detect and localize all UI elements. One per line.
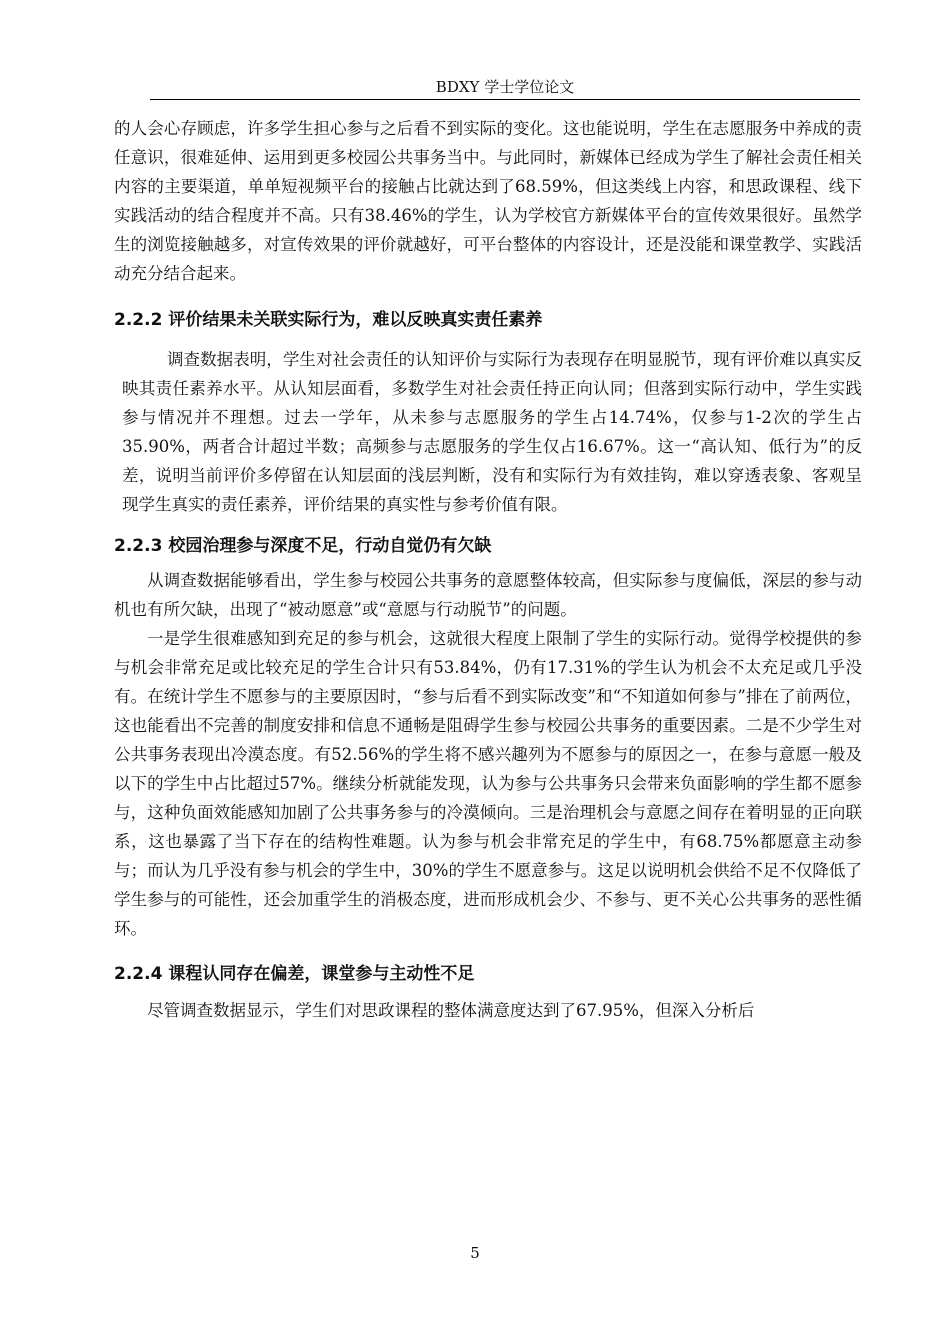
section-heading-2-2-2: 2.2.2 评价结果未关联实际行为，难以反映真实责任素养 [114, 310, 543, 330]
paragraph-2-2-2: 调查数据表明，学生对社会责任的认知评价与实际行为表现存在明显脱节，现有评价难以真实反映其责任素养水平。从认知层面看，多数学生对社会责任持正向认同；但落到实际行动中，学生实践参与情况并不理想。过去一学年，从未参与志愿服务的学生占14.74%，仅参与1-2次的学生占35.90%，两者合计超过半数；高频参与志愿服务的学生仅占16.67%。这一“高认知、低行为”的反差，说明当前评价多停留在认知层面的浅层判断，没有和实际行为有效挂钩，难以穿透表象、客观呈现学生真实的责任素养，评价结果的真实性与参考价值有限。 [122, 350, 862, 514]
paragraph-continuation: 的人会心存顾虑，许多学生担心参与之后看不到实际的变化。这也能说明，学生在志愿服务中养成的责任意识，很难延伸、运用到更多校园公共事务当中。与此同时，新媒体已经成为学生了解社会责任相关内容的主要渠道，单单短视频平台的接触占比就达到了68.59%，但这类线上内容，和思政课程、线下实践活动的结合程度并不高。只有38.46%的学生，认为学校官方新媒体平台的宣传效果很好。虽然学生的浏览接触越多，对宣传效果的评价就越好，可平台整体的内容设计，还是没能和课堂教学、实践活动充分结合起来。 [114, 119, 862, 283]
running-header: BDXY 学士学位论文 [435, 78, 575, 96]
header-rule [150, 99, 860, 100]
page-number: 5 [470, 1244, 480, 1262]
section-heading-2-2-3: 2.2.3 校园治理参与深度不足，行动自觉仍有欠缺 [114, 536, 492, 556]
paragraph-2-2-3-analysis: 一是学生很难感知到充足的参与机会，这就很大程度上限制了学生的实际行动。觉得学校提供的参与机会非常充足或比较充足的学生合计只有53.84%，仍有17.31%的学生认为机会不太充足或几乎没有。在统计学生不愿参与的主要原因时，“参与后看不到实际改变”和“不知道如何参与”排在了前两位，这也能看出不完善的制度安排和信息不通畅是阻碍学生参与校园公共事务的重要因素。二是不少学生对公共事务表现出冷漠态度。有52.56%的学生将不感兴趣列为不愿参与的原因之一，在参与意愿一般及以下的学生中占比超过57%。继续分析就能发现，认为参与公共事务只会带来负面影响的学生都不愿参与，这种负面效能感知加剧了公共事务参与的冷漠倾向。三是治理机会与意愿之间存在着明显的正向联系，这也暴露了当下存在的结构性难题。认为参与机会非常充足的学生中，有68.75%都愿意主动参与；而认为几乎没有参与机会的学生中，30%的学生不愿意参与。这足以说明机会供给不足不仅降低了学生参与的可能性，还会加重学生的消极态度，进而形成机会少、不参与、更不关心公共事务的恶性循环。 [114, 629, 862, 938]
page-body [114, 114, 862, 1025]
paragraph-2-2-4: 尽管调查数据显示，学生们对思政课程的整体满意度达到了67.95%，但深入分析后 [147, 1001, 755, 1020]
section-heading-2-2-4: 2.2.4 课程认同存在偏差，课堂参与主动性不足 [114, 964, 475, 984]
paragraph-2-2-3-intro: 从调查数据能够看出，学生参与校园公共事务的意愿整体较高，但实际参与度偏低，深层的参与动机也有所欠缺，出现了“被动愿意”或“意愿与行动脱节”的问题。 [114, 571, 862, 619]
